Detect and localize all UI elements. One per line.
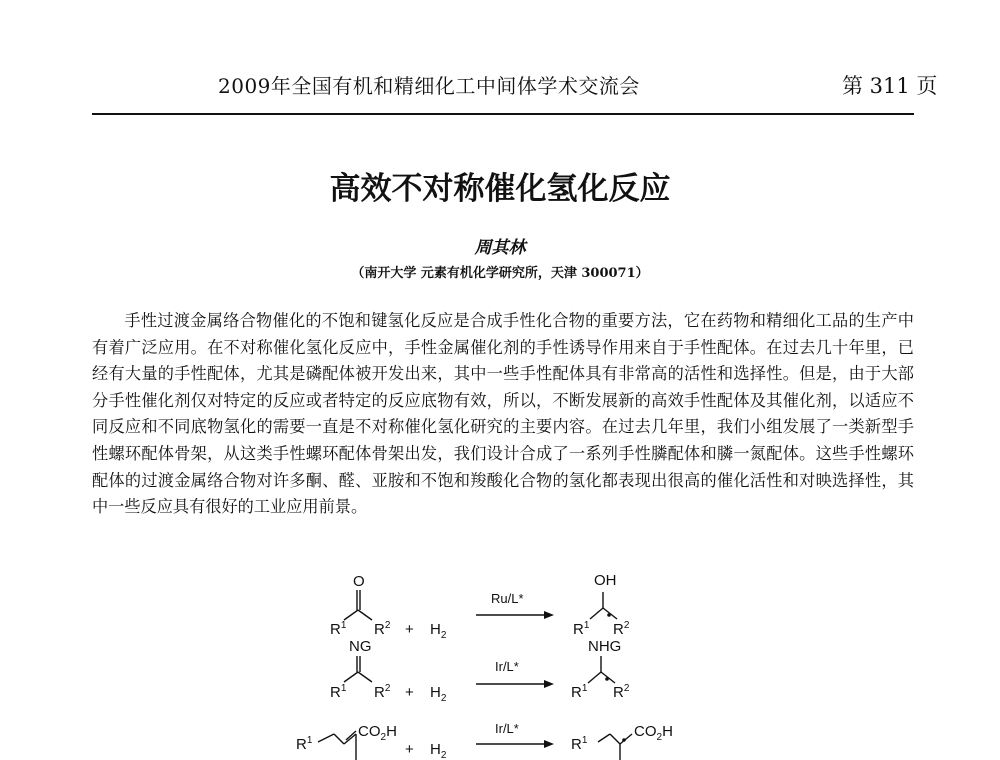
r1-catalyst: Ru/L* bbox=[491, 591, 524, 606]
r2-h2-sub: 2 bbox=[440, 693, 447, 704]
r3-h2-sub: 2 bbox=[440, 750, 447, 760]
r3-plus: + bbox=[405, 741, 414, 758]
r2-r2-sup: 2 bbox=[384, 683, 391, 694]
r1-product-oh: OH bbox=[594, 572, 617, 589]
svg-text:CO2H bbox=[358, 723, 397, 743]
svg-text:R2 bbox=[613, 683, 630, 701]
svg-text:R1 bbox=[330, 620, 347, 638]
r2-plus: + bbox=[405, 684, 414, 701]
arrow-head-1 bbox=[544, 611, 554, 619]
svg-text:R1 bbox=[330, 683, 347, 701]
page-number: 第 311 页 bbox=[842, 74, 938, 98]
r1-p-r1: R bbox=[573, 621, 584, 638]
r2-p-r2: R bbox=[613, 684, 624, 701]
r3-p-h: H bbox=[662, 723, 673, 740]
svg-text:R1 bbox=[296, 735, 313, 753]
r3-p-co-sub: 2 bbox=[656, 732, 663, 743]
author: 周其林 bbox=[474, 238, 526, 258]
r2-r2: R bbox=[374, 684, 385, 701]
stereocenter-3 bbox=[622, 738, 626, 742]
abstract-text: 手性过渡金属络合物催化的不饱和键氢化反应是合成手性化合物的重要方法，它在药物和精细化工品的生产中有着广泛应用。在不对称催化氢化反应中，手性金属催化剂的手性诱导作用来自于手性配体。在过去几十年里，已经有大量的手性配体，尤其是磷配体被开发出来，其中一些手性配体具有非常高的活性和选择性。但是，由于大部分手性催化剂仅对特定的反应或者特定的反应底物有效，所以，不断发展新的高效手性配体及其催化剂，以适应不同反应和不同底物氢化的需要一直是不对称催化氢化研究的主要内容。在过去几年里，我们小组发展了一类新型手性螺环配体骨架，从这类手性螺环配体骨架出发，我们设计合成了一系列手性膦配体和膦一氮配体。这些手性螺环配体的过渡金属络合物对许多酮、醛、亚胺和不饱和羧酸化合物的氢化都表现出很高的催化活性和对映选择性，其中一些反应具有很好的工业应用前景。 bbox=[92, 311, 914, 517]
r2-product-nhg: NHG bbox=[588, 638, 622, 655]
r1-r1-sup: 1 bbox=[340, 620, 347, 631]
affiliation: （南开大学 元素有机化学研究所，天津 300071） bbox=[351, 266, 649, 281]
r3-h: H bbox=[386, 723, 397, 740]
arrow-head-2 bbox=[544, 680, 554, 688]
svg-text:R1 bbox=[571, 683, 588, 701]
stereocenter-2 bbox=[605, 677, 609, 681]
r1-h2: H bbox=[430, 621, 441, 638]
r2-p-r1: R bbox=[571, 684, 582, 701]
r1-p-r2: R bbox=[613, 621, 624, 638]
r3-p-co: CO bbox=[634, 723, 657, 740]
paper-title: 高效不对称催化氢化反应 bbox=[329, 171, 671, 207]
r1-r1: R bbox=[330, 621, 341, 638]
r3-r1: R bbox=[296, 736, 307, 753]
r3-catalyst: Ir/L* bbox=[495, 721, 519, 736]
r1-plus: + bbox=[405, 621, 414, 638]
svg-text:R2 bbox=[374, 683, 391, 701]
r2-p-r1-sup: 1 bbox=[581, 683, 588, 694]
svg-text:R2 bbox=[374, 620, 391, 638]
r3-p-r1-sup: 1 bbox=[581, 735, 588, 746]
r3-co-sub: 2 bbox=[380, 732, 387, 743]
r3-r1-sup: 1 bbox=[306, 735, 313, 746]
r2-ng: NG bbox=[349, 638, 372, 655]
svg-text:R1 bbox=[571, 735, 588, 753]
r1-p-r1-sup: 1 bbox=[583, 620, 590, 631]
r3-h2: H bbox=[430, 741, 441, 758]
svg-text:R2 bbox=[613, 620, 630, 638]
r1-oxygen: O bbox=[353, 573, 365, 590]
conference-title: 2009年全国有机和精细化工中间体学术交流会 bbox=[218, 74, 640, 98]
r1-r2-sup: 2 bbox=[384, 620, 391, 631]
r2-r1-sup: 1 bbox=[340, 683, 347, 694]
svg-text:CO2H bbox=[634, 723, 673, 743]
r1-h2-sub: 2 bbox=[440, 630, 447, 641]
r2-catalyst: Ir/L* bbox=[495, 659, 519, 674]
r3-p-r1: R bbox=[571, 736, 582, 753]
stereocenter-1 bbox=[607, 613, 611, 617]
arrow-head-3 bbox=[544, 740, 554, 748]
r2-r1: R bbox=[330, 684, 341, 701]
svg-text:H2 bbox=[430, 684, 447, 704]
r2-h2: H bbox=[430, 684, 441, 701]
svg-text:R1 bbox=[573, 620, 590, 638]
r1-p-r2-sup: 2 bbox=[623, 620, 630, 631]
svg-text:H2 bbox=[430, 741, 447, 760]
r3-co: CO bbox=[358, 723, 381, 740]
r2-p-r2-sup: 2 bbox=[623, 683, 630, 694]
r1-r2: R bbox=[374, 621, 385, 638]
svg-text:H2 bbox=[430, 621, 447, 641]
